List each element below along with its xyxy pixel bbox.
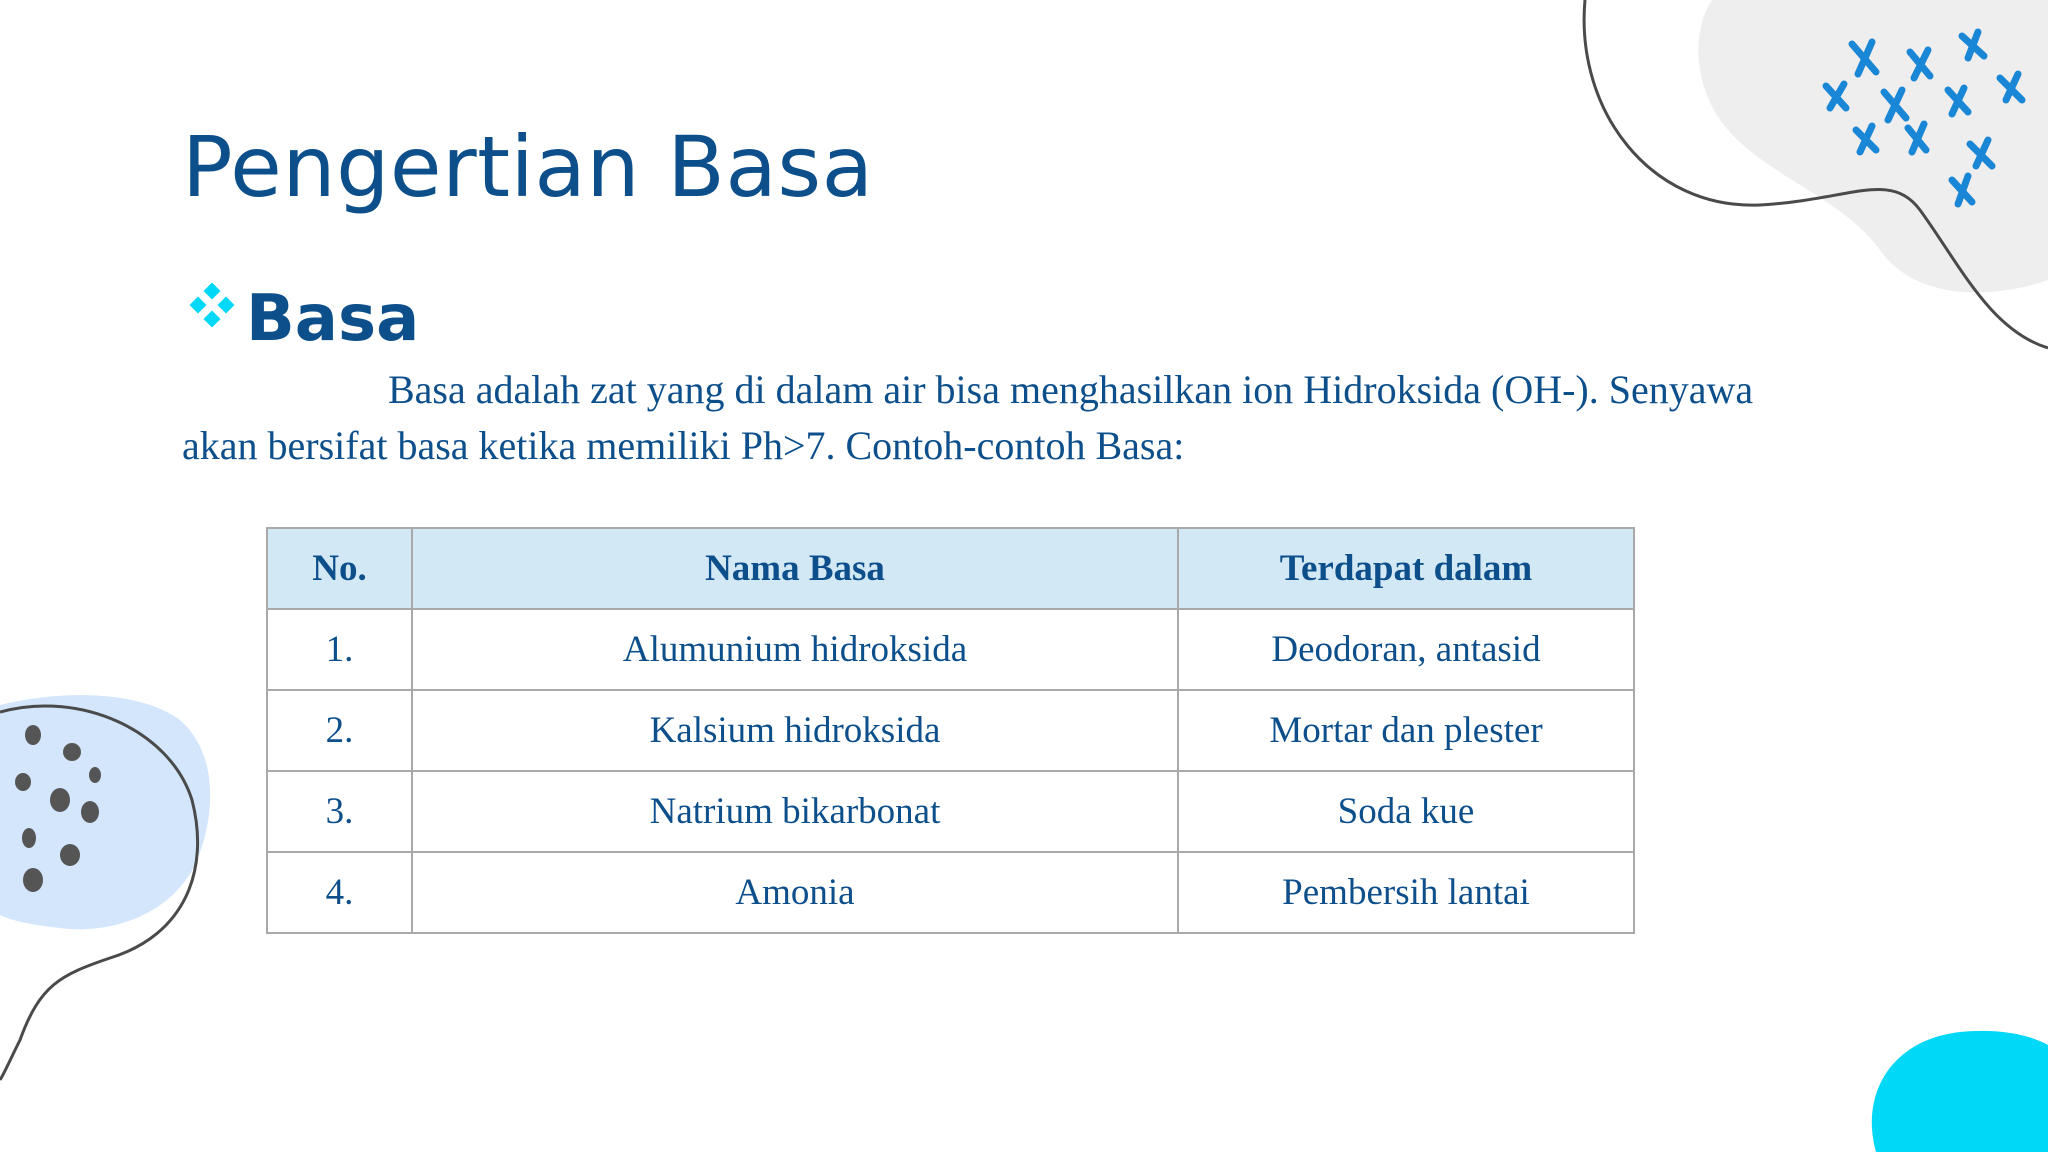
table-row bbox=[267, 609, 1634, 690]
dot-pattern-icon bbox=[15, 725, 101, 892]
table-row bbox=[267, 771, 1634, 852]
table-header-row bbox=[267, 528, 1634, 609]
examples-table bbox=[266, 527, 1635, 934]
cell-no: 1. bbox=[267, 609, 412, 690]
bottom-left-outline-curve bbox=[0, 706, 198, 1080]
cell-nama-basa: Amonia bbox=[412, 852, 1178, 933]
cell-terdapat-dalam: Pembersih lantai bbox=[1178, 852, 1634, 933]
cell-no: 4. bbox=[267, 852, 412, 933]
header-terdapat-dalam: Terdapat dalam bbox=[1178, 528, 1634, 609]
cell-nama-basa: Kalsium hidroksida bbox=[412, 690, 1178, 771]
subheading: Basa bbox=[246, 282, 420, 356]
cell-terdapat-dalam: Mortar dan plester bbox=[1178, 690, 1634, 771]
bottom-left-blue-blob bbox=[0, 695, 210, 929]
cell-nama-basa: Alumunium hidroksida bbox=[412, 609, 1178, 690]
cell-terdapat-dalam: Soda kue bbox=[1178, 771, 1634, 852]
cell-terdapat-dalam: Deodoran, antasid bbox=[1178, 609, 1634, 690]
cross-pattern-icon bbox=[1826, 32, 2022, 204]
bottom-right-cyan-blob bbox=[1872, 1031, 2048, 1152]
table-row bbox=[267, 690, 1634, 771]
cell-no: 2. bbox=[267, 690, 412, 771]
diamond-bullet-icon bbox=[186, 281, 240, 335]
page-title: Pengertian Basa bbox=[182, 118, 874, 216]
table-row bbox=[267, 852, 1634, 933]
header-nama-basa: Nama Basa bbox=[412, 528, 1178, 609]
top-right-outline-curve bbox=[1584, 0, 2048, 348]
definition-paragraph: Basa adalah zat yang di dalam air bisa menghasilkan ion Hidroksida (OH-). Senyawa akan bersifat basa ketika memiliki Ph>7. Contoh-contoh Basa: bbox=[182, 367, 1754, 468]
top-right-gray-blob bbox=[1698, 0, 2048, 292]
subheading-row bbox=[186, 282, 419, 356]
cell-nama-basa: Natrium bikarbonat bbox=[412, 771, 1178, 852]
cell-no: 3. bbox=[267, 771, 412, 852]
header-no: No. bbox=[267, 528, 412, 609]
